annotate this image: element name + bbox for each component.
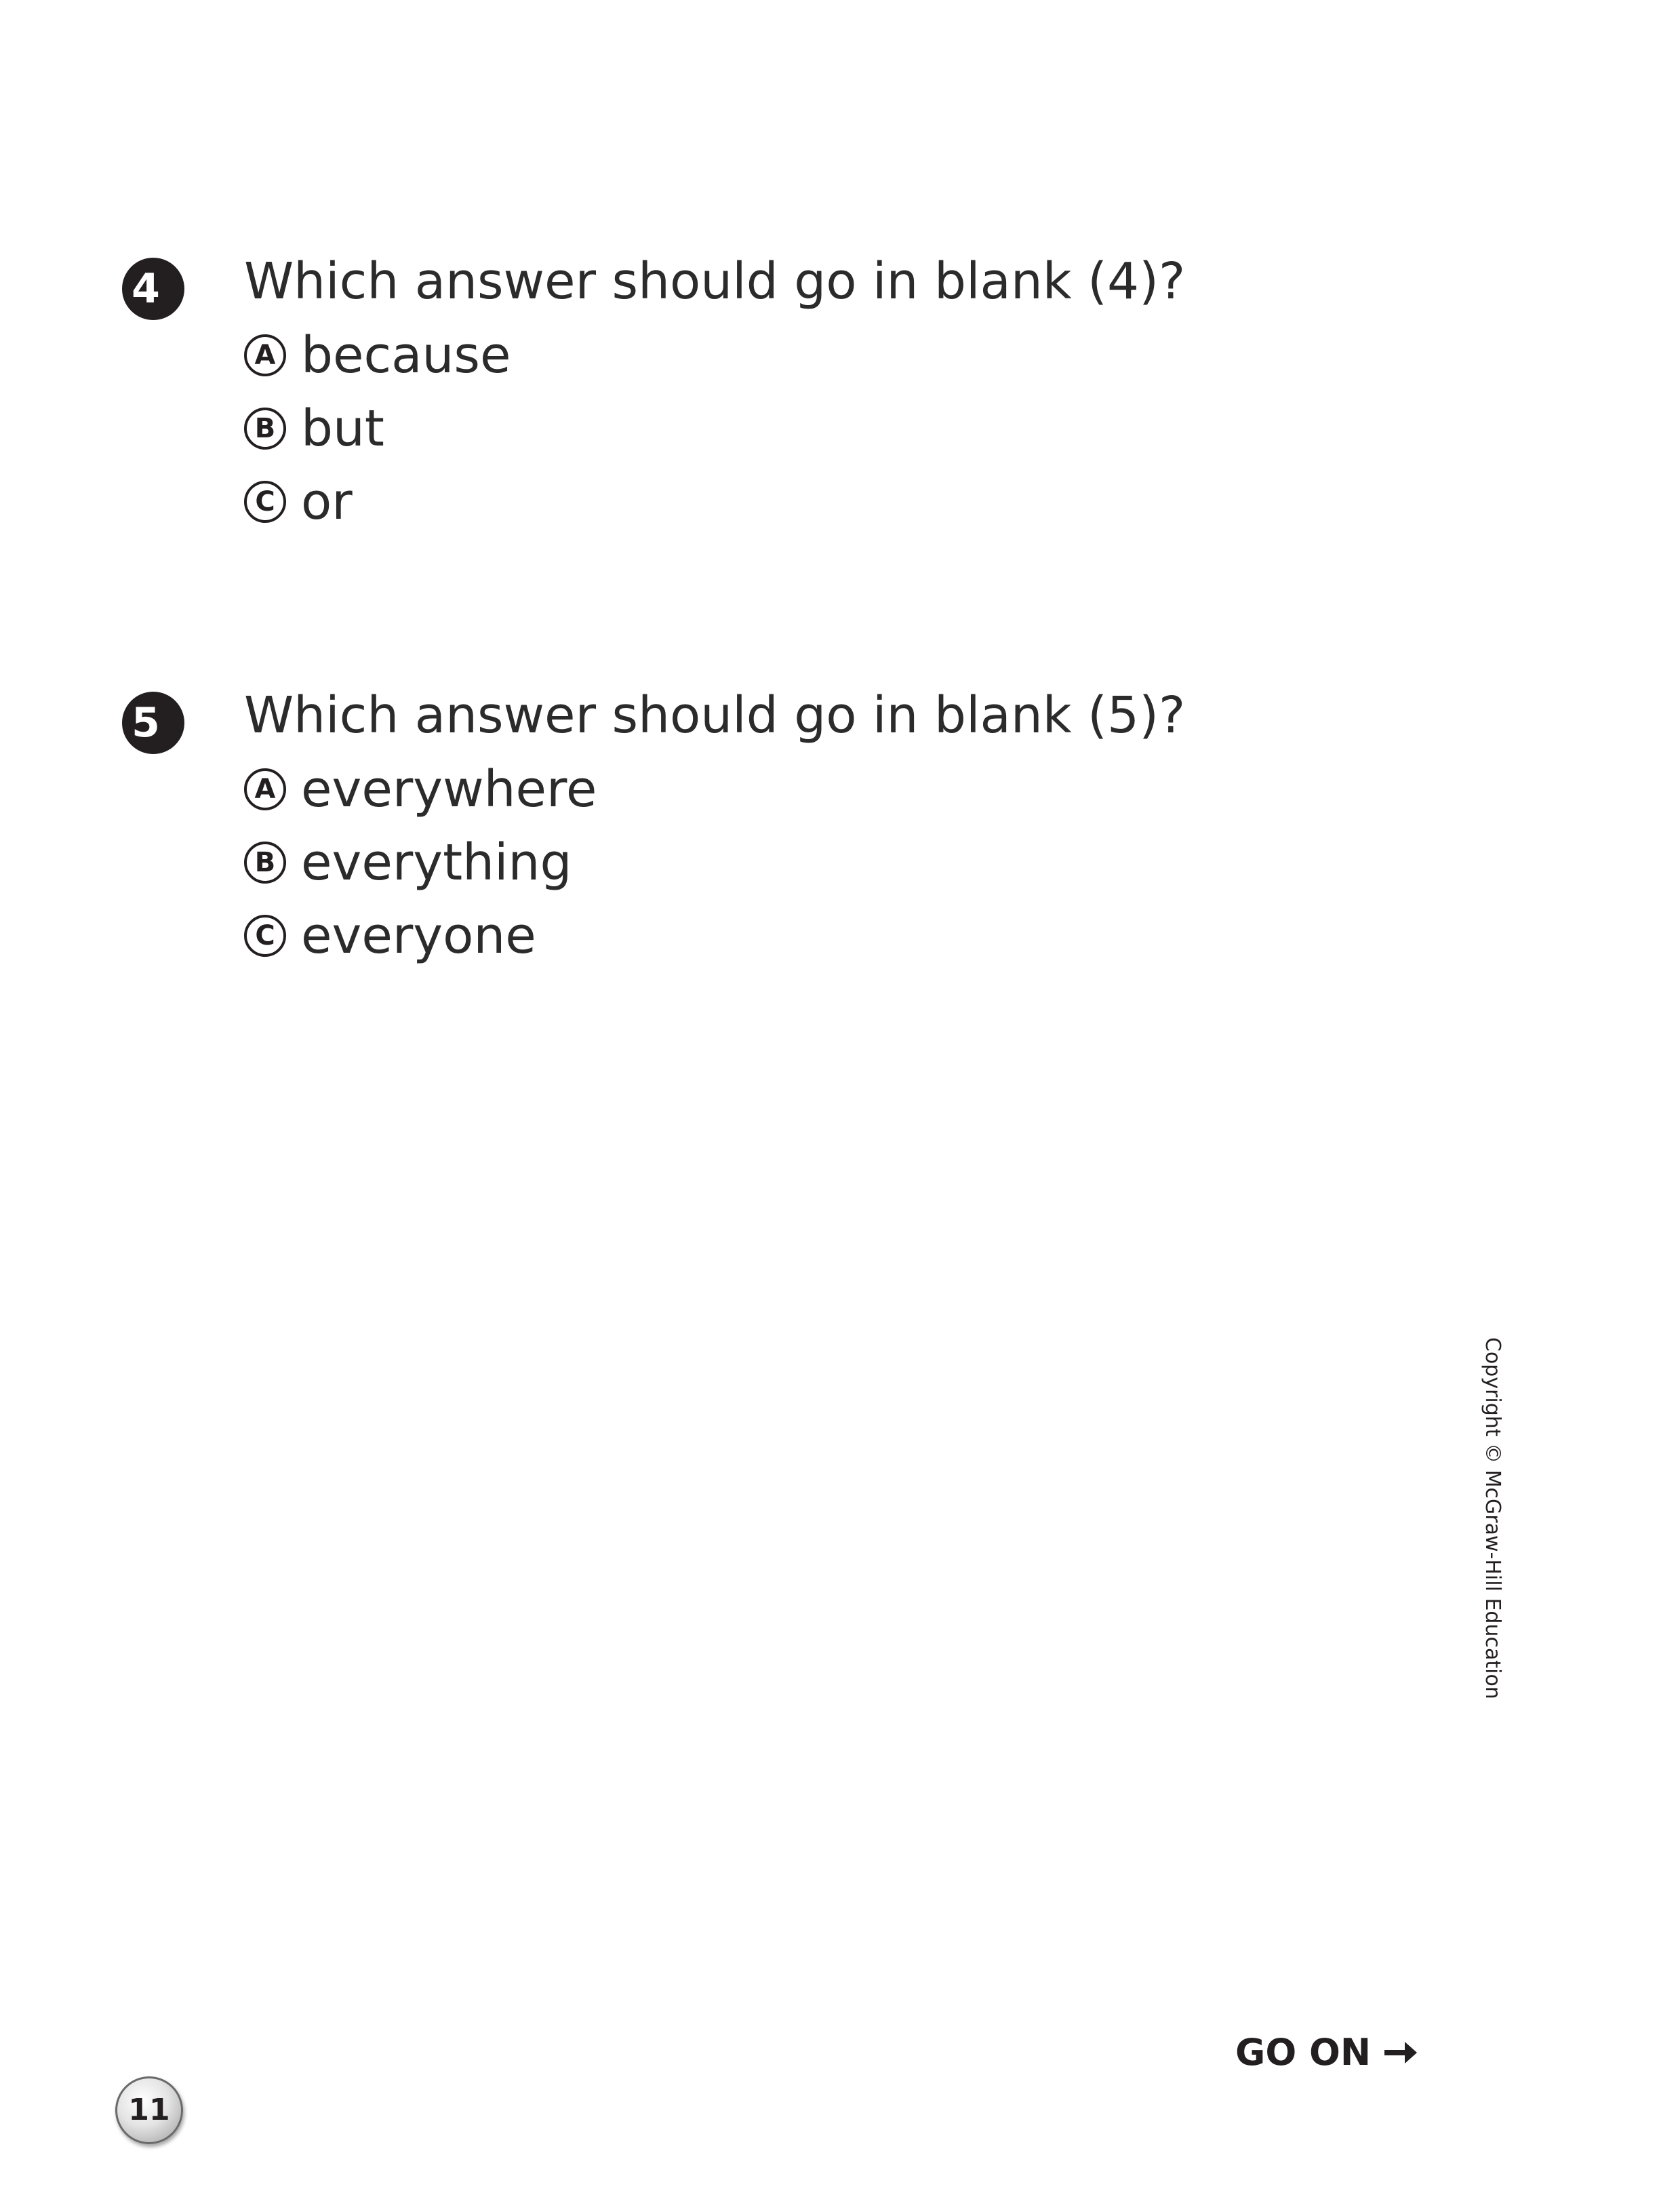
answer-option-b[interactable] [244,826,597,899]
answer-option-a[interactable] [244,319,511,392]
answer-bubble-a[interactable]: A [244,768,286,810]
question-prompt: Which answer should go in blank (5)? [244,686,1186,745]
question-prompt: Which answer should go in blank (4)? [244,252,1186,311]
copyright-notice: Copyright © McGraw-Hill Education [1481,1337,1504,1699]
answer-text: or [301,473,353,531]
answer-option-a[interactable] [244,753,597,826]
answer-option-b[interactable] [244,392,511,465]
page-number-badge: 11 [115,2076,183,2144]
question-number-badge: 4 [122,258,184,320]
answer-text: everyone [301,907,536,965]
go-on-label: GO ON [1235,2031,1372,2074]
answer-bubble-c[interactable]: C [244,915,286,957]
answer-bubble-b[interactable]: B [244,408,286,450]
go-on-button[interactable] [1235,2031,1420,2074]
answer-text: everything [301,833,572,892]
answer-option-c[interactable] [244,899,597,972]
answer-options [244,319,511,538]
answer-options [244,753,597,972]
right-arrow-icon [1382,2036,1420,2069]
answer-text: because [301,326,511,384]
answer-text: everywhere [301,760,597,818]
answer-text: but [301,399,384,458]
answer-bubble-b[interactable]: B [244,842,286,884]
answer-option-c[interactable] [244,465,511,538]
answer-bubble-c[interactable]: C [244,481,286,523]
question-number-badge: 5 [122,692,184,754]
answer-bubble-a[interactable]: A [244,334,286,376]
